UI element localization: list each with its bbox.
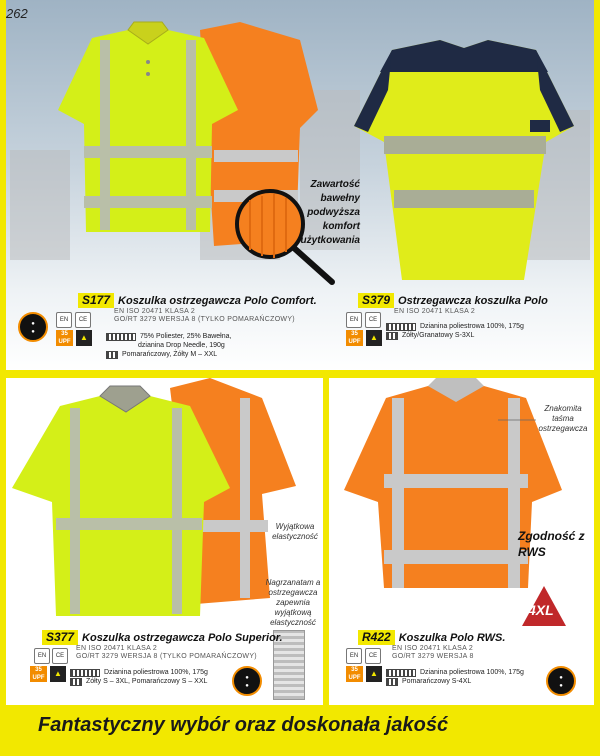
spec-line: Dzianina poliestrowa 100%, 175g: [420, 323, 524, 330]
s377-extra-badges: [30, 666, 66, 682]
en-icon: EN: [346, 312, 362, 328]
size-icon: [106, 351, 118, 359]
hivis-icon: ▲: [366, 330, 382, 346]
r422-specs: [386, 668, 524, 686]
standard-line: GO/RT 3279 WERSJA 8 (TYLKO POMARAŃCZOWY): [114, 316, 295, 323]
callout-comfort: Zawartość bawełny podwyższa komfort użytkowania: [300, 179, 360, 246]
footer-slogan: Fantastyczny wybór oraz doskonała jakość: [38, 714, 449, 736]
upf-icon: 35 UPF: [346, 330, 363, 346]
rating-circle-badge: ● ●: [18, 312, 48, 342]
standard-line: GO/RT 3279 WERSJA 8 (TYLKO POMARAŃCZOWY): [76, 653, 257, 660]
fabric-icon: [106, 333, 136, 341]
s377-ce-badge: [52, 648, 68, 664]
hivis-icon: ▲: [50, 666, 66, 682]
spec-line: Żółty S – 3XL, Pomarańczowy S – XXL: [86, 678, 208, 685]
product-title: Koszulka Polo RWS.: [398, 631, 506, 644]
spec-line: Pomarańczowy S-4XL: [402, 678, 472, 685]
page-number: 262: [6, 6, 28, 21]
product-s377: [42, 630, 283, 661]
spec-line: Dzianina poliestrowa 100%, 175g: [104, 669, 208, 676]
ce-icon: CE: [75, 312, 91, 328]
en-icon: EN: [346, 648, 362, 664]
size-icon: [386, 678, 398, 686]
product-code: S377: [42, 630, 78, 645]
ce-icon: CE: [52, 648, 68, 664]
s177-extra-badges: [56, 330, 92, 346]
product-title: Ostrzegawcza koszulka Polo: [398, 294, 548, 307]
hivis-icon: ▲: [366, 666, 382, 682]
rating-circle-badge: ● ●: [546, 666, 576, 696]
product-code: S177: [78, 293, 114, 308]
product-title: Koszulka ostrzegawcza Polo Comfort.: [118, 294, 317, 307]
spec-line: 75% Poliester, 25% Bawełna,: [140, 333, 232, 340]
callout-unique-tape: Znakomita taśma ostrzegawcza: [538, 404, 588, 433]
ce-icon: CE: [365, 312, 381, 328]
spec-line: Żółty/Granatowy S-3XL: [402, 332, 475, 339]
product-s177: [78, 293, 317, 324]
product-code: S379: [358, 293, 394, 308]
size-icon: [386, 332, 398, 340]
s379-extra-badges: [346, 330, 382, 346]
fabric-icon: [70, 669, 100, 677]
size-icon: [70, 678, 82, 686]
en-icon: EN: [34, 648, 50, 664]
product-s379: [358, 293, 548, 316]
upf-icon: 35 UPF: [30, 666, 47, 682]
standard-line: EN ISO 20471 KLASA 2: [76, 645, 158, 652]
shirt-s177-yellow: [58, 22, 238, 232]
fabric-icon: [386, 323, 416, 331]
product-title: Koszulka ostrzegawcza Polo Superior.: [82, 631, 283, 644]
fabric-icon: [386, 669, 416, 677]
standard-line: EN ISO 20471 KLASA 2: [392, 645, 474, 652]
size-4xl-badge: 4XL: [522, 586, 566, 631]
s177-cert-badges: [56, 312, 91, 328]
ce-icon: CE: [365, 648, 381, 664]
r422-extra-badges: [346, 666, 382, 682]
s377-rating-badge: [232, 666, 262, 696]
product-code: R422: [358, 630, 395, 645]
upf-icon: 35 UPF: [346, 666, 363, 682]
spec-line: dzianina Drop Needle, 190g: [138, 342, 225, 349]
r422-rating-badge: [546, 666, 576, 696]
rating-circle-badge: ● ●: [232, 666, 262, 696]
s377-cert-badges: [34, 648, 50, 664]
s177-badges: [18, 312, 48, 342]
r422-cert-badges: [346, 648, 381, 664]
hivis-icon: ▲: [76, 330, 92, 346]
callout-elastic: Wyjątkowa elastyczność: [272, 522, 318, 541]
spec-line: Dzianina poliestrowa 100%, 175g: [420, 669, 524, 676]
shirt-s379: [354, 40, 574, 280]
callout-stretch-tape: Nagrzanatam a ostrzegawcza zapewnia wyjątkową elastyczność: [265, 578, 321, 627]
upf-icon: 35 UPF: [56, 330, 73, 346]
s379-cert-badges: [346, 312, 381, 328]
callout-rws: Zgodność z RWS: [518, 529, 585, 559]
s377-specs: [70, 668, 208, 686]
s379-specs: [386, 322, 524, 340]
standard-line: GO/RT 3279 WERSJA 8: [392, 653, 474, 660]
en-icon: EN: [56, 312, 72, 328]
spec-line: Pomarańczowy, Żółty M – XXL: [122, 351, 218, 358]
standard-line: EN ISO 20471 KLASA 2: [114, 308, 196, 315]
s177-specs: [106, 332, 231, 359]
standard-line: EN ISO 20471 KLASA 2: [394, 308, 476, 315]
